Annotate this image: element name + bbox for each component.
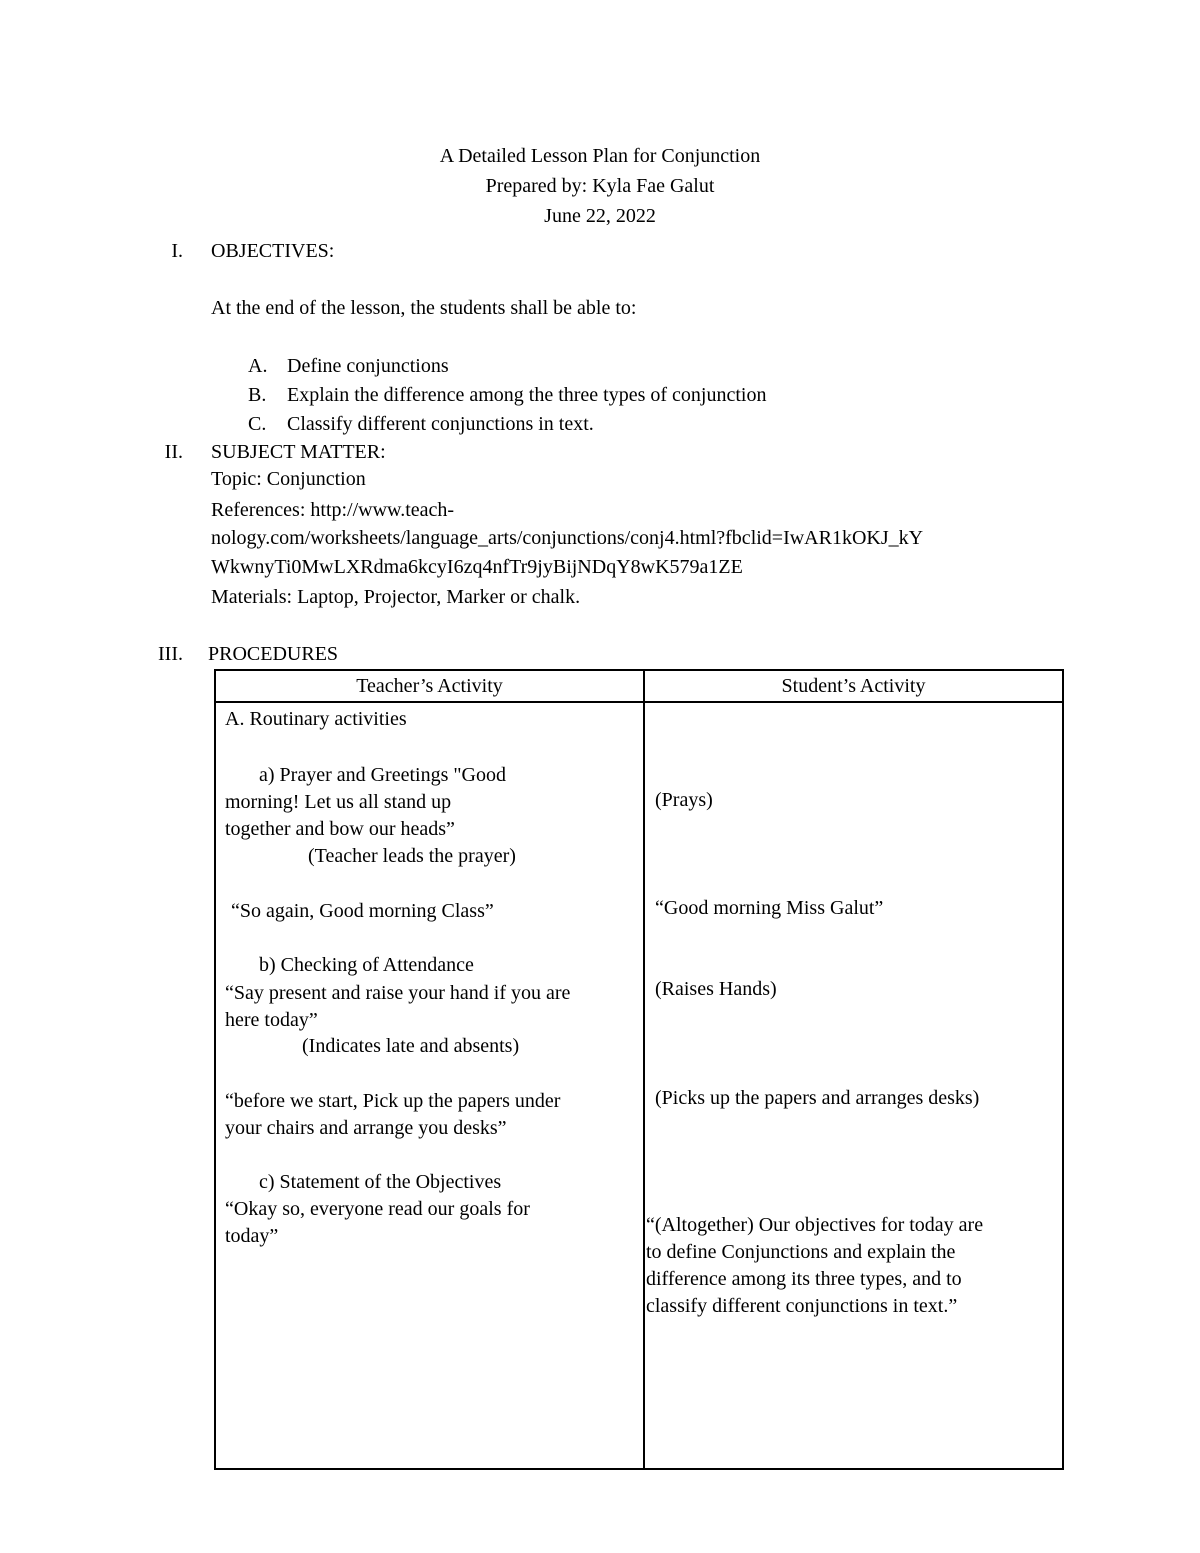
teacher-line: (Indicates late and absents) <box>302 1035 520 1057</box>
date-line: June 22, 2022 <box>544 205 656 227</box>
author-line: Prepared by: Kyla Fae Galut <box>485 175 715 197</box>
topic-line: Topic: Conjunction <box>211 468 366 490</box>
table-header-row <box>215 670 1063 702</box>
teacher-line: a) Prayer and Greetings "Good <box>259 764 506 786</box>
table-row <box>215 702 1063 1469</box>
student-line: “Good morning Miss Galut” <box>655 897 884 919</box>
objective-item: Define conjunctions <box>287 355 449 377</box>
procedures-table <box>214 669 1064 1470</box>
references-url-line: nology.com/worksheets/language_arts/conjunctions/conj4.html?fbclid=IwAR1kOKJ_kY <box>211 527 924 549</box>
column-header-student: Student’s Activity <box>644 670 1063 702</box>
teacher-line: morning! Let us all stand up <box>225 791 452 813</box>
teacher-line: (Teacher leads the prayer) <box>308 845 516 867</box>
column-header-teacher: Teacher’s Activity <box>215 670 644 702</box>
objective-item: Explain the difference among the three types of conjunction <box>287 384 767 406</box>
document-title: A Detailed Lesson Plan for Conjunction <box>439 145 761 167</box>
section-numeral-subject-matter: II. <box>164 441 183 463</box>
student-activity-cell <box>644 702 1063 1469</box>
section-heading-procedures: PROCEDURES <box>208 643 339 665</box>
student-line: to define Conjunctions and explain the <box>646 1241 956 1263</box>
section-numeral-procedures: III. <box>158 643 183 665</box>
section-heading-subject-matter: SUBJECT MATTER: <box>211 441 386 463</box>
objective-letter: B. <box>248 384 267 406</box>
objective-item: Classify different conjunctions in text. <box>287 413 594 435</box>
teacher-line: b) Checking of Attendance <box>259 954 474 976</box>
teacher-line: together and bow our heads” <box>225 818 455 840</box>
teacher-line: “before we start, Pick up the papers under <box>225 1090 561 1112</box>
teacher-line: c) Statement of the Objectives <box>259 1171 502 1193</box>
student-line: (Raises Hands) <box>655 978 777 1000</box>
student-line: difference among its three types, and to <box>646 1268 962 1290</box>
teacher-line: here today” <box>225 1009 318 1031</box>
student-line: “(Altogether) Our objectives for today are <box>646 1214 984 1236</box>
objective-letter: C. <box>248 413 267 435</box>
objective-letter: A. <box>248 355 268 377</box>
teacher-line: your chairs and arrange you desks” <box>225 1117 507 1139</box>
references-url-line: WkwnyTi0MwLXRdma6kcyI6zq4nfTr9jyBijNDqY8wK579a1ZE <box>211 556 743 578</box>
objectives-intro: At the end of the lesson, the students shall be able to: <box>211 297 637 319</box>
student-line: (Prays) <box>655 789 713 811</box>
teacher-activity-cell <box>215 702 644 1469</box>
materials-line: Materials: Laptop, Projector, Marker or chalk. <box>211 586 581 608</box>
teacher-line: “Okay so, everyone read our goals for <box>225 1198 530 1220</box>
section-heading-objectives: OBJECTIVES: <box>211 240 335 262</box>
document-header <box>0 141 1200 231</box>
references-line: References: http://www.teach- <box>211 499 455 521</box>
teacher-line: today” <box>225 1225 279 1247</box>
student-line: (Picks up the papers and arranges desks) <box>655 1087 980 1109</box>
student-line: classify different conjunctions in text.” <box>646 1295 958 1317</box>
routinary-heading: A. Routinary activities <box>225 708 407 730</box>
section-numeral-objectives: I. <box>171 240 183 262</box>
teacher-line: “So again, Good morning Class” <box>231 900 494 922</box>
teacher-line: “Say present and raise your hand if you are <box>225 982 571 1004</box>
